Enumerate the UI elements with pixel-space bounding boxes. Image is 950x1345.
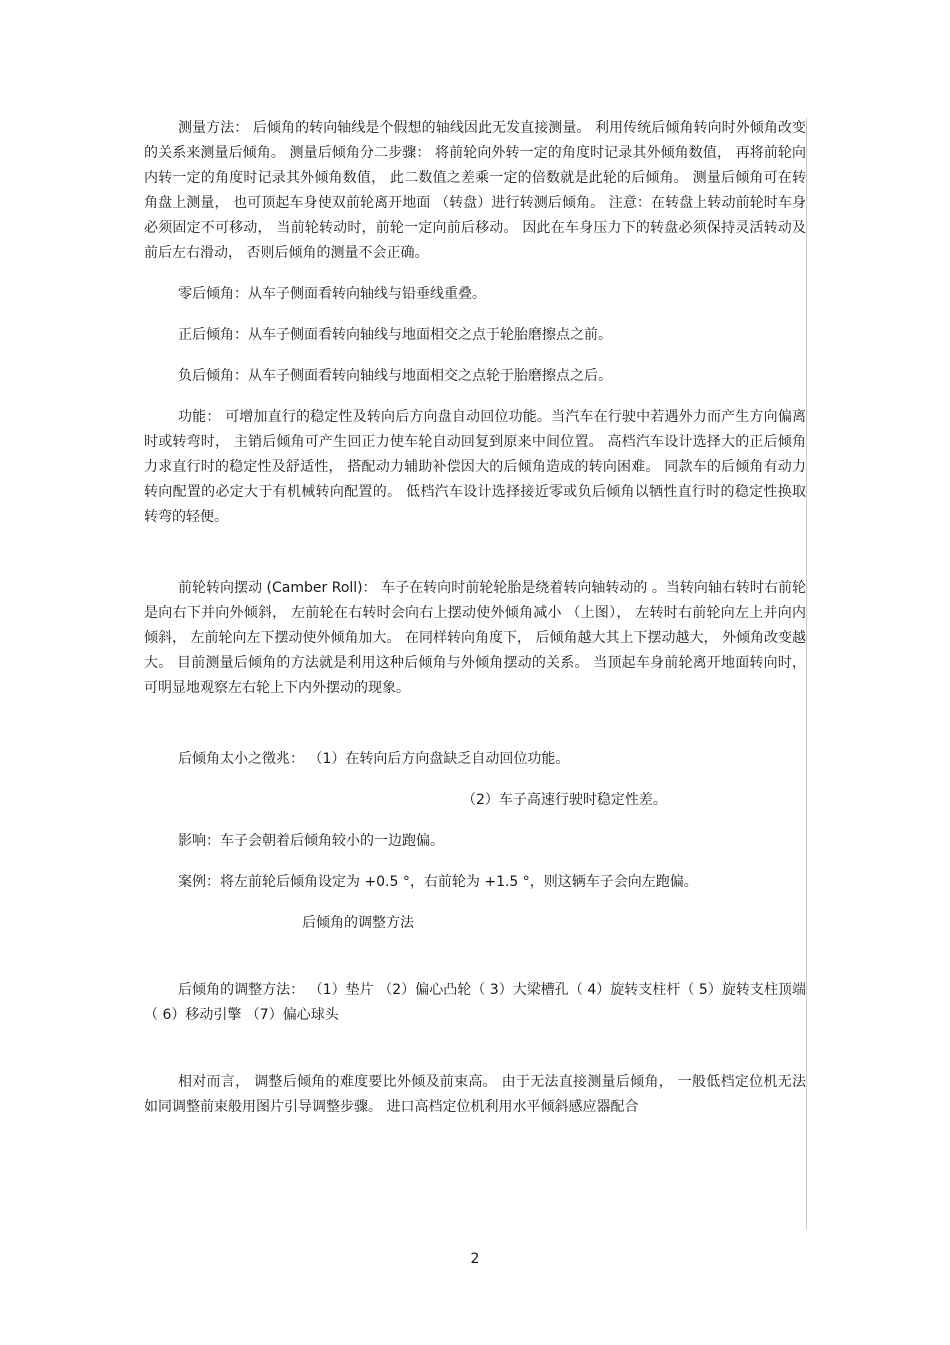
paragraph-positive-caster: 正后倾角：从车子侧面看转向轴线与地面相交之点于轮胎磨擦点之前。	[178, 327, 612, 343]
paragraph-function: 功能： 可增加直行的稳定性及转向后方向盘自动回位功能。当汽车在行驶中若遇外力而产生方向偏离时或转弯时， 主销后倾角可产生回正力使车轮自动回复到原来中间位置。 高档汽车设计选择大的正后倾角力求直行时的稳定性及舒适性， 搭配动力辅助补偿因大的后倾角造成的转向困难。 同款车的后倾角有动力转向配置的必定大于有机械转向配置的。 低档汽车设计选择接近零或负后倾角以牺性直行时的稳定性换取转弯的轻便。	[144, 409, 806, 525]
paragraph-negative-caster: 负后倾角：从车子侧面看转向轴线与地面相交之点轮于胎磨擦点之后。	[178, 368, 612, 384]
paragraph-symptom-2: （2）车子高速行驶时稳定性差。	[462, 792, 667, 808]
paragraph-case: 案例：将左前轮后倾角设定为 +0.5 °，右前轮为 +1.5 °，则这辆车子会向左跑偏。	[178, 874, 698, 890]
paragraph-zero-caster: 零后倾角：从车子侧面看转向轴线与铅垂线重叠。	[178, 286, 486, 302]
paragraph-relative: 相对而言， 调整后倾角的难度要比外倾及前束高。 由于无法直接测量后倾角， 一般低档定位机无法如同调整前束般用图片引导调整步骤。 进口高档定位机利用水平倾斜感应器配合	[144, 1074, 806, 1115]
margin-rule	[806, 118, 807, 1230]
paragraph-effect: 影响：车子会朝着后倾角较小的一边跑偏。	[178, 833, 444, 849]
paragraph-adjust-methods: 后倾角的调整方法： （1）垫片 （2）偏心凸轮（ 3）大梁槽孔（ 4）旋转支柱杆（ 5）旋转支柱顶端（ 6）移动引擎 （7）偏心球头	[144, 982, 806, 1023]
paragraph-measurement: 测量方法： 后倾角的转向轴线是个假想的轴线因此无发直接测量。 利用传统后倾角转向时外倾角改变的关系来测量后倾角。 测量后倾角分二步骤： 将前轮向外转一定的角度时记录其外倾角数值， 再将前轮向内转一定的角度时记录其外倾角数值， 此二数值之差乘一定的倍数就是此轮的后倾角。 测量后倾角可在转角盘上测量， 也可顶起车身使双前轮离开地面 （转盘）进行转测后倾角。 注意：在转盘上转动前轮时车身必须固定不可移动， 当前轮转动时，前轮一定向前后移动。 因此在车身压力下的转盘必须保持灵活转动及前后左右滑动， 否则后倾角的测量不会正确。	[144, 120, 806, 261]
paragraph-camber-roll: 前轮转向摆动 (Camber Roll)： 车子在转向时前轮轮胎是绕着转向轴转动的 。当转向轴右转时右前轮是向右下并向外倾斜， 左前轮在右转时会向右上摆动使外倾角减小 （上图）， 左转时右前轮向左上并向内倾斜， 左前轮向左下摆动使外倾角加大。 在同样转向角度下， 后倾角越大其上下摆动越大， 外倾角改变越大。 目前测量后倾角的方法就是利用这种后倾角与外倾角摆动的关系。 当顶起车身前轮离开地面转向时， 可明显地观察左右轮上下内外摆动的现象。	[144, 580, 806, 696]
document-body	[144, 116, 806, 1120]
section-heading: 后倾角的调整方法	[302, 915, 414, 931]
paragraph-symptom-1: 后倾角太小之徵兆： （1）在转向后方向盘缺乏自动回位功能。	[178, 751, 570, 767]
page-number: 2	[470, 1251, 480, 1267]
